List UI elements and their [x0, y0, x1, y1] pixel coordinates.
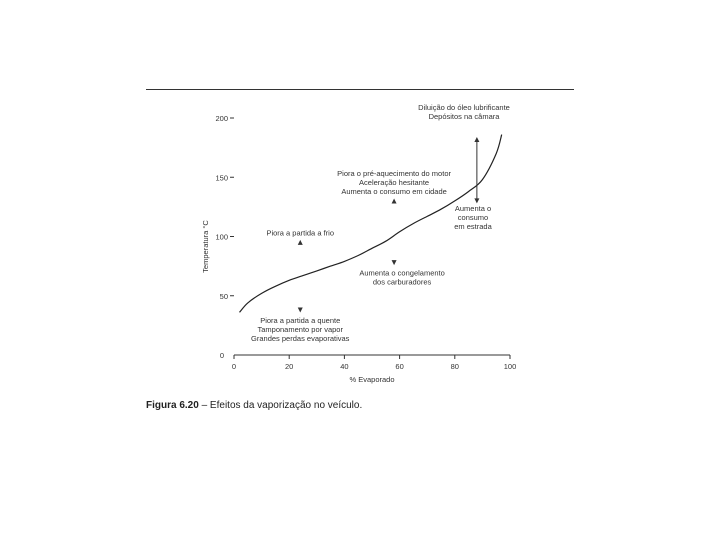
arrow-down-icon: [392, 260, 397, 265]
annotation-5: [359, 260, 444, 287]
annotation-line: Aumenta o: [454, 204, 492, 213]
annotation-line: Tamponamento por vapor: [257, 324, 343, 334]
annotation-6: [251, 307, 350, 343]
x-tick-label: 60: [395, 362, 404, 371]
annotation-line: consumo: [457, 213, 489, 222]
arrow-up-icon: [298, 240, 303, 245]
x-tick-label: 40: [340, 362, 349, 371]
arrow-up-icon: [392, 198, 397, 203]
arrow-up-icon: [474, 137, 479, 142]
x-tick-label: 20: [285, 362, 294, 371]
caption-text: – Efeitos da vaporização no veículo.: [198, 400, 363, 411]
annotation-line: Aumenta o congelamento: [359, 268, 445, 278]
y-axis-label: Temperatura °C: [201, 220, 210, 273]
x-axis-label: % Evaporado: [349, 375, 395, 384]
annotation-line: Grandes perdas evaporativas: [251, 333, 350, 343]
annotation-line: Piora a partida a quente: [260, 315, 341, 325]
annotation-line: Aceleração hesitante: [359, 177, 430, 187]
y-tick-label: 150: [215, 173, 228, 183]
x-tick-label: 0: [231, 362, 237, 371]
y-tick-label: 200: [215, 114, 228, 123]
arrow-down-icon: [298, 307, 303, 312]
y-tick-label: 100: [215, 232, 228, 242]
y-tick-label: 0: [219, 351, 224, 360]
figure-caption: [146, 400, 362, 411]
x-tick-label: 100: [503, 362, 517, 371]
x-tick-label: 80: [450, 362, 459, 371]
annotation-2: [337, 169, 451, 204]
annotation-line: Diluição do óleo lubrificante: [418, 103, 510, 112]
annotation-line: Aumenta o consumo em cidade: [341, 186, 447, 196]
annotation-line: Piora a partida a frio: [266, 228, 335, 238]
annotation-line: em estrada: [454, 222, 492, 231]
y-tick-label: 50: [219, 291, 228, 301]
annotation-4: [266, 228, 334, 245]
caption-label: Figura 6.20: [146, 400, 199, 411]
annotation-line: Piora o pré-aquecimento do motor: [337, 168, 451, 178]
annotations: [251, 103, 510, 343]
annotation-line: dos carburadores: [372, 277, 432, 287]
annotation-line: Depósitos na câmara: [428, 112, 500, 121]
arrow-down-icon: [474, 198, 479, 203]
annotation-3: [454, 204, 492, 231]
